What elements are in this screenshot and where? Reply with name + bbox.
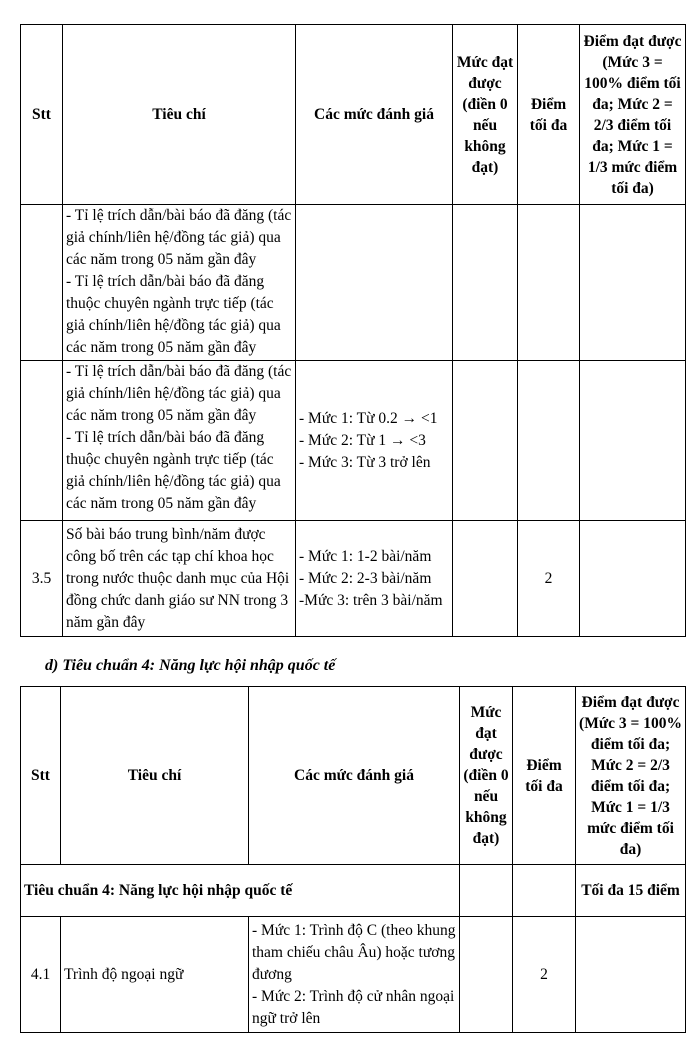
row-achieved bbox=[453, 361, 518, 521]
table-header-row bbox=[21, 687, 686, 865]
level-item: -Mức 3: trên 3 bài/năm bbox=[299, 591, 443, 609]
header-criteria: Tiêu chí bbox=[61, 687, 249, 865]
header-achieved: Mức đạt được (điền 0 nếu không đạt) bbox=[460, 687, 513, 865]
row-levels bbox=[296, 361, 453, 521]
level-item: - Mức 1: Từ 0.2 → <1 bbox=[299, 409, 438, 427]
header-levels: Các mức đánh giá bbox=[296, 25, 453, 205]
header-score-achieved: Điểm đạt được (Mức 3 = 100% điểm tối đa; Mức 2 = 2/3 điểm tối đa; Mức 1 = 1/3 mức điểm tối đa) bbox=[580, 25, 686, 205]
row-max-score bbox=[518, 361, 580, 521]
row-criteria bbox=[63, 205, 296, 361]
row-stt bbox=[21, 205, 63, 361]
level-item: - Mức 2: Từ 1 → <3 bbox=[299, 431, 426, 449]
row-criteria bbox=[63, 521, 296, 637]
row-score bbox=[580, 521, 686, 637]
row-score bbox=[580, 361, 686, 521]
group-row bbox=[21, 865, 686, 917]
criteria-line-2: - Tỉ lệ trích dẫn/bài báo đã đăng thuộc chuyên ngành trực tiếp (tác giả chính/liên hệ/đồng tác giả) qua các năm trong 05 năm gần đây bbox=[66, 273, 281, 356]
criteria-table-standard-4 bbox=[20, 686, 686, 1033]
group-max bbox=[513, 865, 576, 917]
section-heading: d) Tiêu chuẩn 4: Năng lực hội nhập quốc tế bbox=[45, 657, 336, 674]
row-max-score: 2 bbox=[513, 917, 576, 1033]
row-score bbox=[580, 205, 686, 361]
header-stt: Stt bbox=[21, 25, 63, 205]
row-stt: 4.1 bbox=[21, 917, 61, 1033]
header-max-score: Điểm tối đa bbox=[513, 687, 576, 865]
header-stt: Stt bbox=[21, 687, 61, 865]
row-stt: 3.5 bbox=[21, 521, 63, 637]
level-item: - Mức 3: Từ 3 trở lên bbox=[299, 453, 431, 471]
level-item: - Mức 2: 2-3 bài/năm bbox=[299, 569, 432, 587]
group-max-total: Tối đa 15 điểm bbox=[576, 865, 686, 917]
row-stt bbox=[21, 361, 63, 521]
level-item: - Mức 1: Trình độ C (theo khung tham chiếu châu Âu) hoặc tương đương bbox=[252, 921, 456, 983]
table-row bbox=[21, 361, 686, 521]
header-score-achieved: Điểm đạt được (Mức 3 = 100% điểm tối đa; Mức 2 = 2/3 điểm tối đa; Mức 1 = 1/3 mức điểm tối đa) bbox=[576, 687, 686, 865]
row-criteria bbox=[63, 361, 296, 521]
level-item: - Mức 1: 1-2 bài/năm bbox=[299, 547, 432, 565]
criteria-line-1: Số bài báo trung bình/năm được công bố trên các tạp chí khoa học trong nước thuộc danh mục của Hội đồng chức danh giáo sư NN trong 3 năm gần đây bbox=[66, 525, 290, 631]
row-achieved bbox=[460, 917, 513, 1033]
row-max-score bbox=[518, 205, 580, 361]
criteria-line-1: - Tỉ lệ trích dẫn/bài báo đã đăng (tác giả chính/liên hệ/đồng tác giả) qua các năm trong 05 năm gần đây bbox=[66, 207, 292, 268]
row-levels bbox=[249, 917, 460, 1033]
table-row bbox=[21, 917, 686, 1033]
criteria-line-2: - Tỉ lệ trích dẫn/bài báo đã đăng thuộc chuyên ngành trực tiếp (tác giả chính/liên hệ/đồng tác giả) qua các năm trong 05 năm gần đây bbox=[66, 429, 281, 512]
header-achieved: Mức đạt được (điền 0 nếu không đạt) bbox=[453, 25, 518, 205]
header-max-score: Điểm tối đa bbox=[518, 25, 580, 205]
group-title: Tiêu chuẩn 4: Năng lực hội nhập quốc tế bbox=[21, 865, 460, 917]
header-levels: Các mức đánh giá bbox=[249, 687, 460, 865]
header-criteria: Tiêu chí bbox=[63, 25, 296, 205]
level-item: - Mức 2: Trình độ cử nhân ngoại ngữ trở lên bbox=[252, 987, 455, 1027]
table-row bbox=[21, 521, 686, 637]
row-levels bbox=[296, 205, 453, 361]
criteria-table-standard-3 bbox=[20, 24, 686, 637]
row-levels bbox=[296, 521, 453, 637]
criteria-line-1: - Tỉ lệ trích dẫn/bài báo đã đăng (tác giả chính/liên hệ/đồng tác giả) qua các năm trong 05 năm gần đây bbox=[66, 363, 292, 424]
group-achieved bbox=[460, 865, 513, 917]
row-score bbox=[576, 917, 686, 1033]
table-row bbox=[21, 205, 686, 361]
row-criteria: Trình độ ngoại ngữ bbox=[61, 917, 249, 1033]
row-achieved bbox=[453, 205, 518, 361]
row-achieved bbox=[453, 521, 518, 637]
table-header-row bbox=[21, 25, 686, 205]
row-max-score: 2 bbox=[518, 521, 580, 637]
